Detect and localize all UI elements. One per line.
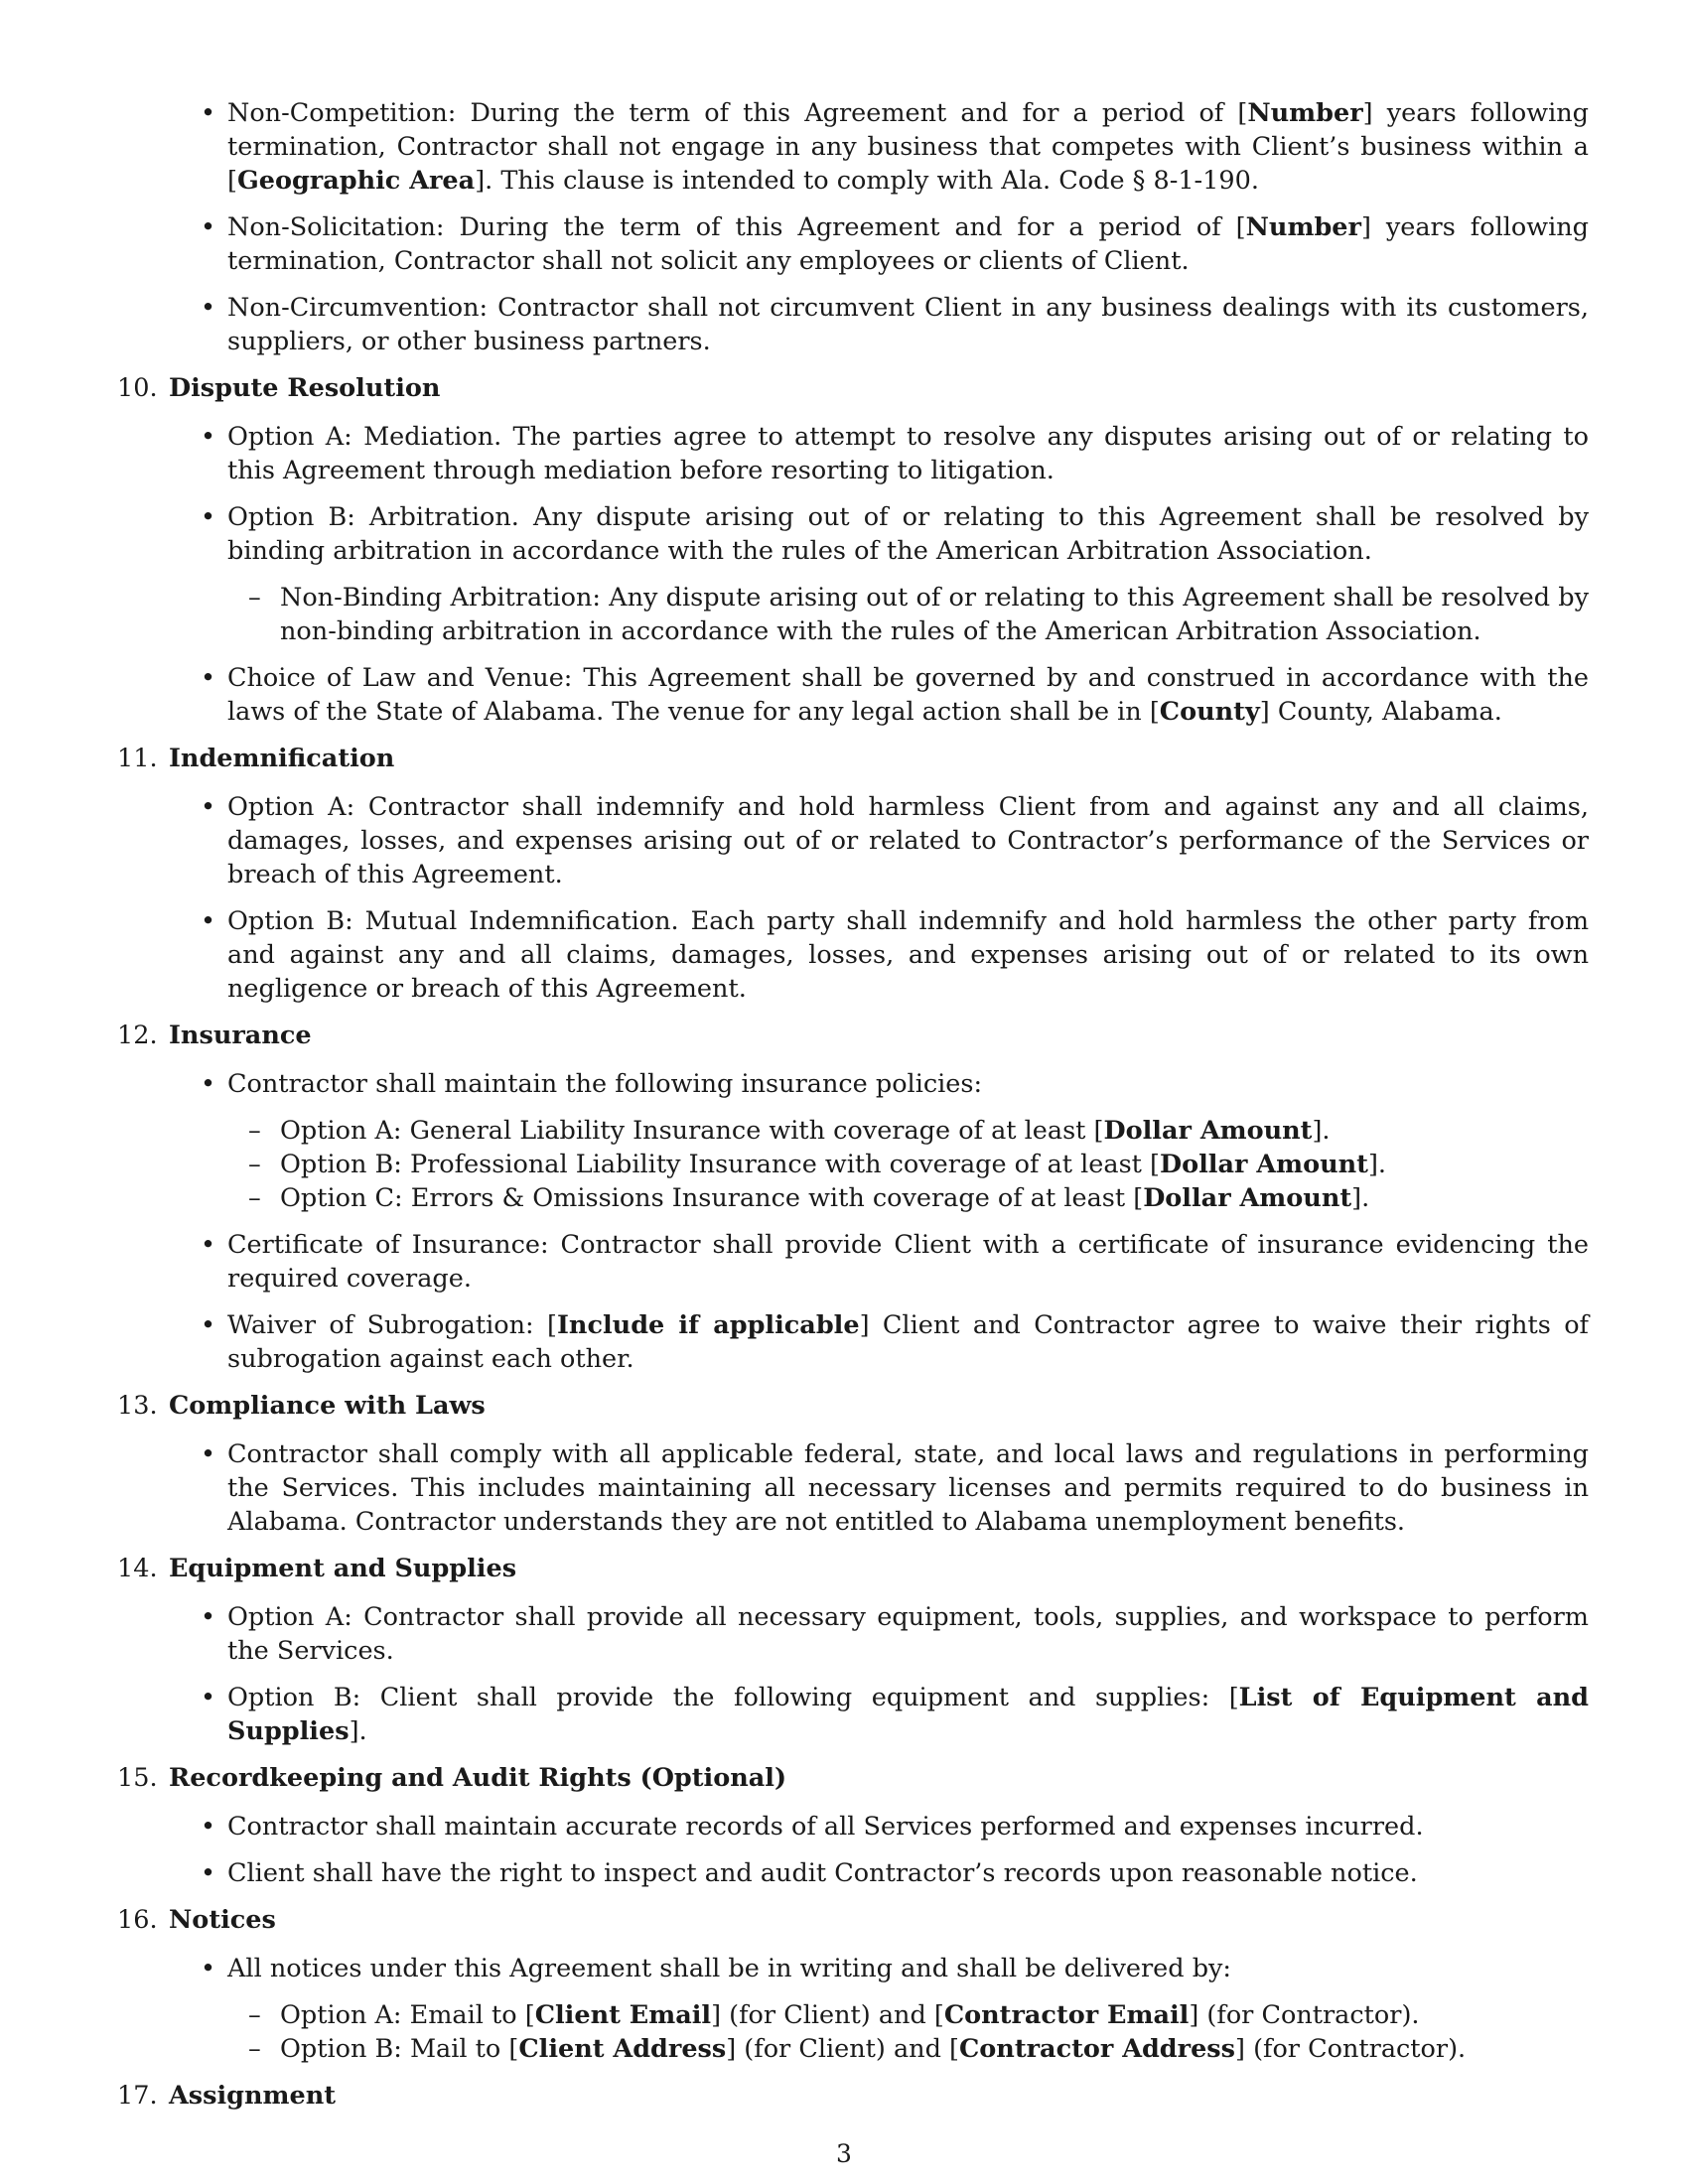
placeholder-dollar-amount: Dollar Amount <box>1159 1150 1368 1179</box>
placeholder-contractor-email: Contractor Email <box>943 2000 1190 2030</box>
section-number: 11. <box>117 744 158 773</box>
placeholder-contractor-address: Contractor Address <box>958 2034 1236 2064</box>
section-title: Notices <box>169 1905 276 1935</box>
section-title: Equipment and Supplies <box>169 1554 517 1583</box>
clause-text: ] Client and Contractor agree to waive their rights of subrogation against each other. <box>227 1310 1589 1374</box>
clause-text: ] years following termination, Contractor shall not solicit any employees or clients of Client. <box>227 212 1589 276</box>
clause-text: ]. <box>349 1716 367 1746</box>
clause-text: Option B: Client shall provide the following equipment and supplies: [ <box>227 1683 1239 1712</box>
placeholder-equipment-list: List of Equipment and Supplies <box>227 1683 1590 1746</box>
non-binding-arbitration-option: – Non-Binding Arbitration: Any dispute arising out of or relating to this Agreement shall be resolved by non-binding arbitration in accordance with the rules of the American Arbitration Association. <box>117 581 1589 648</box>
insurance-option-b <box>117 1148 1589 1181</box>
placeholder-geographic-area: Geographic Area <box>236 166 476 196</box>
page-number: 3 <box>836 2139 852 2168</box>
non-competition-clause <box>117 96 1589 198</box>
clause-text: Non-Competition: During the term of this Agreement and for a period of [ <box>227 98 1248 128</box>
clause-text: ] (for Contractor). <box>1189 2000 1420 2030</box>
clause-text: ] (for Contractor). <box>1235 2034 1467 2064</box>
section-title: Insurance <box>169 1021 312 1050</box>
clause-text: Option B: Professional Liability Insurance with coverage of at least [ <box>280 1150 1160 1179</box>
placeholder-client-email: Client Email <box>534 2000 712 2030</box>
clause-text: ] (for Client) and [ <box>711 2000 944 2030</box>
placeholder-client-address: Client Address <box>518 2034 727 2064</box>
section-heading-dispute-resolution <box>117 371 1589 405</box>
section-title: Compliance with Laws <box>169 1391 486 1421</box>
clause-text: ] (for Client) and [ <box>726 2034 959 2064</box>
section-number: 17. <box>117 2081 158 2111</box>
clause-text: ]. <box>1312 1116 1331 1146</box>
placeholder-county: County <box>1159 697 1260 727</box>
clause-text: Option A: General Liability Insurance with coverage of at least [ <box>280 1116 1104 1146</box>
placeholder-dollar-amount: Dollar Amount <box>1143 1183 1352 1213</box>
section-title: Indemnification <box>169 744 395 773</box>
section-heading-equipment-and-supplies <box>117 1552 1589 1585</box>
section-number: 14. <box>117 1554 158 1583</box>
section-number: 10. <box>117 373 158 403</box>
non-circumvention-clause: • Non-Circumvention: Contractor shall not circumvent Client in any business dealings with its customers, suppliers, or other business partners. <box>117 291 1589 358</box>
section-heading-insurance <box>117 1019 1589 1052</box>
insurance-option-c <box>117 1181 1589 1215</box>
placeholder-include-if-applicable: Include if applicable <box>556 1310 860 1340</box>
placeholder-number: Number <box>1245 212 1361 242</box>
waiver-of-subrogation-clause <box>117 1308 1589 1376</box>
notice-option-email <box>117 1998 1589 2032</box>
section-heading-recordkeeping <box>117 1761 1589 1795</box>
clause-text: Option A: Email to [ <box>280 2000 535 2030</box>
insurance-options-list <box>117 1114 1589 1215</box>
section-heading-notices <box>117 1903 1589 1937</box>
clause-text: Option C: Errors & Omissions Insurance with coverage of at least [ <box>280 1183 1144 1213</box>
mediation-option: • Option A: Mediation. The parties agree to attempt to resolve any disputes arising out of or relating to this Agreement through mediation before resorting to litigation. <box>117 420 1589 487</box>
clause-text: Non-Solicitation: During the term of this Agreement and for a period of [ <box>227 212 1246 242</box>
section-number: 15. <box>117 1763 158 1793</box>
section-heading-compliance-with-laws <box>117 1389 1589 1423</box>
clause-text: ]. <box>1351 1183 1370 1213</box>
indemnification-option-a: • Option A: Contractor shall indemnify and hold harmless Client from and against any and all claims, damages, losses, and expenses arising out of or related to Contractor’s performance of the Services or breach of this Agreement. <box>117 790 1589 891</box>
section-number: 12. <box>117 1021 158 1050</box>
clause-text: ]. <box>1367 1150 1387 1179</box>
certificate-of-insurance-clause: • Certificate of Insurance: Contractor shall provide Client with a certificate of insurance evidencing the required coverage. <box>117 1228 1589 1296</box>
section-number: 13. <box>117 1391 158 1421</box>
notice-options-list <box>117 1998 1589 2066</box>
indemnification-option-b: • Option B: Mutual Indemnification. Each party shall indemnify and hold harmless the other party from and against any and all claims, damages, losses, and expenses arising out of or related to its own negligence or breach of this Agreement. <box>117 904 1589 1006</box>
section-title: Dispute Resolution <box>169 373 441 403</box>
section-heading-indemnification <box>117 742 1589 775</box>
equipment-option-a: • Option A: Contractor shall provide all necessary equipment, tools, supplies, and workspace to perform the Services. <box>117 1600 1589 1668</box>
section-heading-assignment <box>117 2079 1589 2113</box>
clause-text: ]. This clause is intended to comply with Ala. Code § 8-1-190. <box>475 166 1259 196</box>
audit-rights-item: • Client shall have the right to inspect and audit Contractor’s records upon reasonable notice. <box>117 1856 1589 1890</box>
clause-text: ] years following termination, Contractor shall not engage in any business that competes with Client’s business within a [ <box>227 98 1589 196</box>
equipment-option-b <box>117 1681 1589 1748</box>
section-title: Assignment <box>169 2081 337 2111</box>
clause-text: Waiver of Subrogation: [ <box>227 1310 557 1340</box>
clause-text: Option B: Mail to [ <box>280 2034 519 2064</box>
insurance-intro: • Contractor shall maintain the following insurance policies: <box>117 1067 1589 1101</box>
non-solicitation-clause <box>117 210 1589 278</box>
notice-option-mail <box>117 2032 1589 2066</box>
section-number: 16. <box>117 1905 158 1935</box>
compliance-clause: • Contractor shall comply with all applicable federal, state, and local laws and regulations in performing the Services. This includes maintaining all necessary licenses and permits required to do business in Alabama. Contractor understands they are not entitled to Alabama unemployment benefits. <box>117 1437 1589 1539</box>
section-title: Recordkeeping and Audit Rights (Optional) <box>169 1763 787 1793</box>
choice-of-law-clause <box>117 661 1589 729</box>
placeholder-dollar-amount: Dollar Amount <box>1103 1116 1313 1146</box>
arbitration-option: • Option B: Arbitration. Any dispute arising out of or relating to this Agreement shall be resolved by binding arbitration in accordance with the rules of the American Arbitration Association. <box>117 500 1589 568</box>
document-body <box>117 96 1589 2127</box>
placeholder-number: Number <box>1247 98 1363 128</box>
notices-intro: • All notices under this Agreement shall be in writing and shall be delivered by: <box>117 1952 1589 1985</box>
insurance-option-a <box>117 1114 1589 1148</box>
recordkeeping-item: • Contractor shall maintain accurate records of all Services performed and expenses incurred. <box>117 1810 1589 1843</box>
clause-text: ] County, Alabama. <box>1259 697 1502 727</box>
clause-text: Choice of Law and Venue: This Agreement shall be governed by and construed in accordance with the laws of the State of Alabama. The venue for any legal action shall be in [ <box>227 663 1589 727</box>
